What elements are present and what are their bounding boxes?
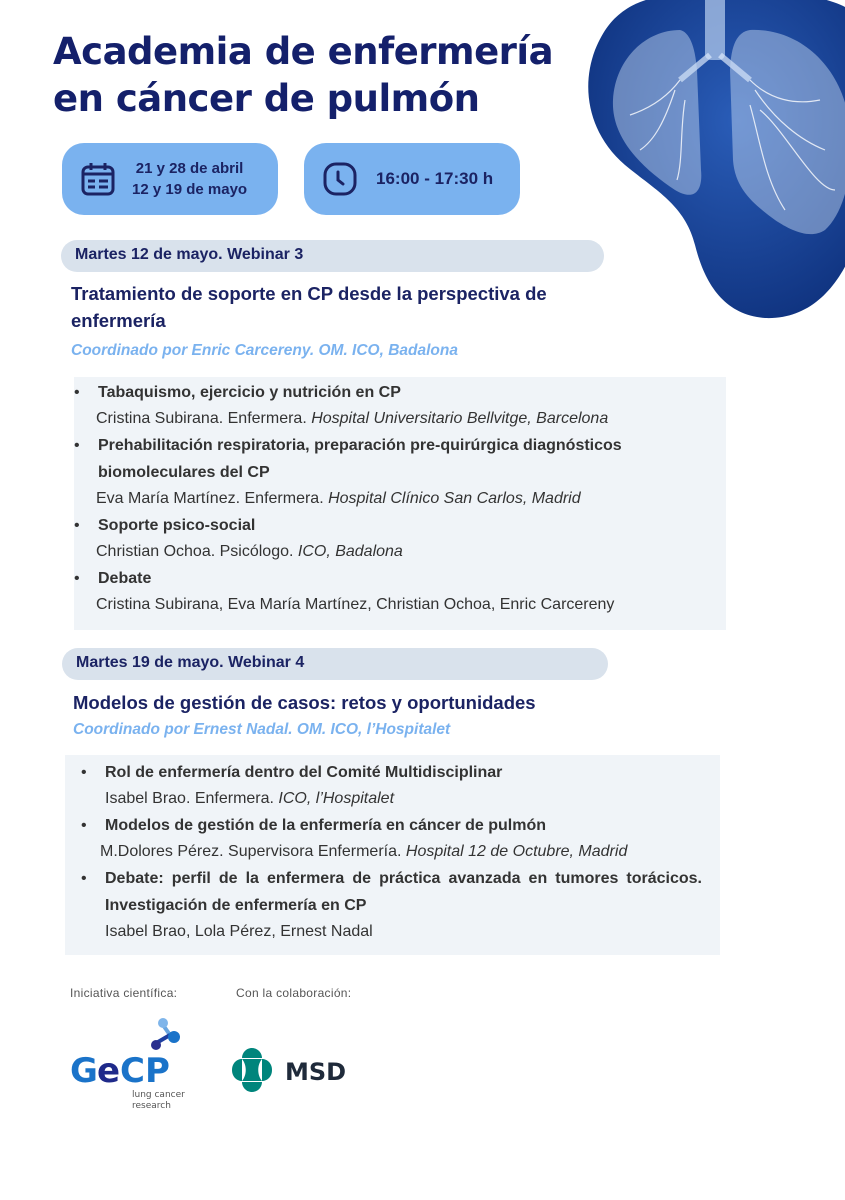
clock-icon <box>320 159 360 199</box>
svg-text:lung cancer: lung cancer <box>132 1090 185 1100</box>
bullet-icon: • <box>81 870 87 887</box>
item-speaker: Isabel Brao. Enfermera. ICO, l’Hospitalet <box>105 790 395 807</box>
item-speaker: Christian Ochoa. Psicólogo. ICO, Badalona <box>96 543 403 560</box>
dates-text <box>132 158 247 200</box>
gecp-logo <box>70 1015 195 1115</box>
item-speaker: Cristina Subirana, Eva María Martínez, Christian Ochoa, Enric Carcereny <box>96 596 615 613</box>
bullet-icon: • <box>74 570 80 587</box>
program-item <box>65 812 720 865</box>
webinar-3-date-bar: Martes 12 de mayo. Webinar 3 <box>61 240 604 272</box>
webinar-3-program <box>74 377 726 630</box>
program-item <box>65 865 720 945</box>
webinar-4-coordinator: Coordinado por Ernest Nadal. OM. ICO, l’Hospitalet <box>73 721 451 738</box>
lungs-illustration <box>585 0 845 320</box>
item-topic: Modelos de gestión de la enfermería en cáncer de pulmón <box>105 817 546 834</box>
svg-text:CP: CP <box>120 1051 170 1091</box>
bullet-icon: • <box>74 384 80 401</box>
webinar-4-title: Modelos de gestión de casos: retos y oportunidades <box>73 692 536 713</box>
dates-pill <box>62 143 278 215</box>
item-topic: Debate: perfil de la enfermera de práctica avanzada en tumores torácicos. Investigación de enfermería en CP <box>105 870 702 914</box>
bullet-icon: • <box>74 437 80 454</box>
webinar-3-title: Tratamiento de soporte en CP desde la perspectiva de enfermería <box>71 283 547 331</box>
time-pill <box>304 143 520 215</box>
item-speaker: Isabel Brao, Lola Pérez, Ernest Nadal <box>105 923 373 940</box>
title-line-2: en cáncer de pulmón <box>53 77 480 120</box>
item-topic: Debate <box>98 570 152 587</box>
item-speaker: Eva María Martínez. Enfermera. Hospital Clínico San Carlos, Madrid <box>96 490 581 507</box>
bullet-icon: • <box>81 817 87 834</box>
time-text: 16:00 - 17:30 h <box>376 169 494 188</box>
dates-line-2: 12 y 19 de mayo <box>132 181 248 198</box>
calendar-icon <box>78 159 118 199</box>
dates-line-1: 21 y 28 de abril <box>135 160 244 177</box>
program-item <box>74 379 726 432</box>
item-speaker: Cristina Subirana. Enfermera. Hospital Universitario Bellvitge, Barcelona <box>96 410 609 427</box>
item-speaker: M.Dolores Pérez. Supervisora Enfermería. Hospital 12 de Octubre, Madrid <box>100 843 628 860</box>
svg-text:MSD: MSD <box>285 1058 347 1086</box>
svg-text:e: e <box>97 1051 121 1091</box>
bullet-icon: • <box>74 517 80 534</box>
svg-text:G: G <box>70 1051 98 1091</box>
webinar-3-coordinator: Coordinado por Enric Carcereny. OM. ICO, Badalona <box>71 342 458 359</box>
webinar-4-date-bar: Martes 19 de mayo. Webinar 4 <box>62 648 608 680</box>
program-item <box>74 512 726 565</box>
item-topic: Soporte psico-social <box>98 517 256 534</box>
page-title <box>53 28 553 122</box>
initiative-label: Iniciativa científica: <box>70 986 178 1000</box>
item-topic: Prehabilitación respiratoria, preparación pre-quirúrgica diagnósticos biomoleculares del CP <box>98 437 622 481</box>
program-item <box>65 759 720 812</box>
collaboration-label: Con la colaboración: <box>236 986 352 1000</box>
program-item <box>74 432 726 512</box>
webinar-4-program <box>65 755 720 955</box>
msd-logo <box>230 1045 355 1095</box>
svg-text:research: research <box>132 1101 171 1111</box>
title-line-1: Academia de enfermería <box>53 30 554 73</box>
bullet-icon: • <box>81 764 87 781</box>
item-topic: Tabaquismo, ejercicio y nutrición en CP <box>98 384 401 401</box>
item-topic: Rol de enfermería dentro del Comité Multidisciplinar <box>105 764 503 781</box>
program-item <box>74 565 726 618</box>
